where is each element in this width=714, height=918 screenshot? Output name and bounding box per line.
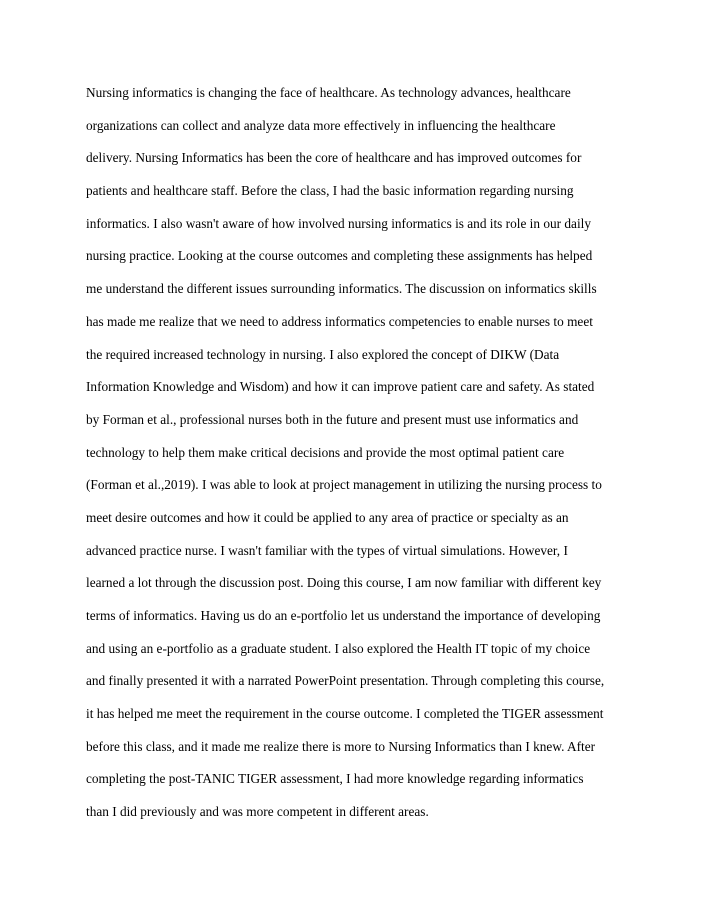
paragraph-line: before this class, and it made me realize there is more to Nursing Informatics than I knew. After — [86, 738, 596, 754]
paragraph-line: by Forman et al., professional nurses both in the future and present must use informatics and — [86, 411, 579, 427]
paragraph-line: informatics. I also wasn't aware of how involved nursing informatics is and its role in our daily — [86, 215, 591, 231]
paragraph-line: me understand the different issues surrounding informatics. The discussion on informatics skills — [86, 281, 597, 297]
paragraph-line: delivery. Nursing Informatics has been the core of healthcare and has improved outcomes for — [86, 150, 582, 166]
body-paragraph — [86, 79, 646, 831]
paragraph-line: has made me realize that we need to address informatics competencies to enable nurses to meet — [86, 313, 593, 329]
paragraph-line: advanced practice nurse. I wasn't familiar with the types of virtual simulations. However, I — [86, 542, 568, 558]
paragraph-line: the required increased technology in nursing. I also explored the concept of DIKW (Data — [86, 346, 560, 362]
paragraph-line: than I did previously and was more competent in different areas. — [86, 804, 429, 820]
paragraph-line: and using an e-portfolio as a graduate student. I also explored the Health IT topic of my choice — [86, 640, 591, 656]
paragraph-line: completing the post-TANIC TIGER assessment, I had more knowledge regarding informatics — [86, 771, 584, 787]
paragraph-line: (Forman et al.,2019). I was able to look at project management in utilizing the nursing process to — [86, 477, 602, 493]
paragraph-line: organizations can collect and analyze data more effectively in influencing the healthcare — [86, 117, 556, 133]
paragraph-line: meet desire outcomes and how it could be applied to any area of practice or specialty as an — [86, 509, 569, 525]
paragraph-line: patients and healthcare staff. Before the class, I had the basic information regarding nursing — [86, 183, 574, 199]
paragraph-line: it has helped me meet the requirement in the course outcome. I completed the TIGER assessment — [86, 706, 604, 722]
paragraph-line: technology to help them make critical decisions and provide the most optimal patient care — [86, 444, 565, 460]
paragraph-line: and finally presented it with a narrated PowerPoint presentation. Through completing this course, — [86, 673, 605, 689]
paragraph-line: learned a lot through the discussion post. Doing this course, I am now familiar with different key — [86, 575, 602, 591]
paragraph-line: Nursing informatics is changing the face of healthcare. As technology advances, healthcare — [86, 85, 571, 100]
paragraph-line: Information Knowledge and Wisdom) and how it can improve patient care and safety. As stated — [86, 379, 595, 395]
paragraph-line: terms of informatics. Having us do an e-portfolio let us understand the importance of developing — [86, 608, 601, 623]
paragraph-line: nursing practice. Looking at the course outcomes and completing these assignments has helped — [86, 248, 593, 264]
